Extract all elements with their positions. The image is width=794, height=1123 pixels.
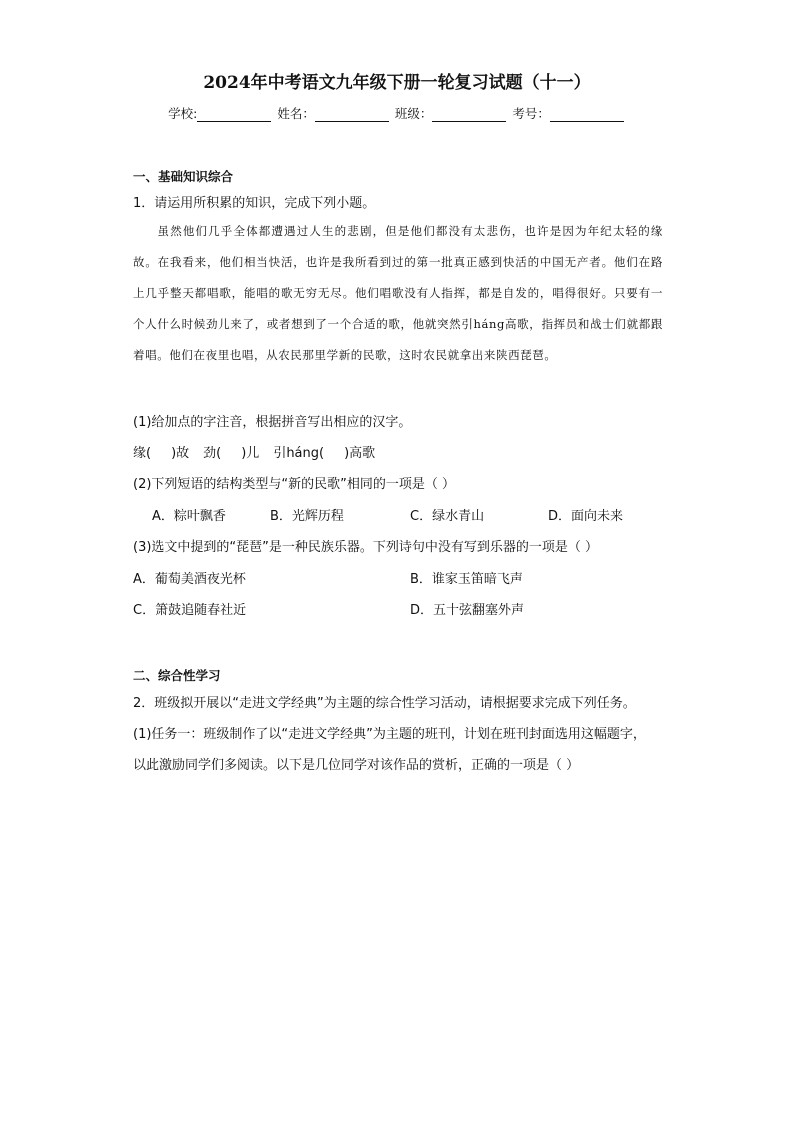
sub-question-1-fill — [133, 442, 375, 461]
option-d[interactable]: D．五十弦翻塞外声 — [410, 603, 525, 618]
name-label: 姓名： — [277, 106, 315, 121]
student-info-row — [0, 104, 794, 122]
sub-question-3: (3)选文中提到的“琵琶”是一种民族乐器。下列诗句中没有写到乐器的一项是（ ） — [133, 540, 599, 555]
option-c[interactable]: C．箫鼓追随春社近 — [133, 603, 247, 618]
school-label: 学校: — [168, 106, 198, 121]
section-2-heading: 二、综合性学习 — [133, 668, 221, 683]
exam-number-label: 考号： — [512, 106, 550, 121]
option-b[interactable]: B．谁家玉笛暗飞声 — [410, 572, 523, 587]
option-b[interactable]: B．光辉历程 — [270, 509, 344, 524]
fill-part: )故 — [171, 446, 190, 461]
sub-question-2: (2)下列短语的结构类型与“新的民歌”相同的一项是（ ） — [133, 477, 456, 492]
question-1: 1．请运用所积累的知识，完成下列小题。 — [133, 196, 376, 211]
fill-part: )儿 — [241, 446, 260, 461]
task-1-line-2: 以此激励同学们多阅读。以下是几位同学对该作品的赏析，正确的一项是（ ） — [133, 758, 580, 773]
section-1-heading: 一、基础知识综合 — [133, 169, 234, 184]
option-c[interactable]: C．绿水青山 — [410, 509, 485, 524]
fill-part: 引háng( — [273, 446, 325, 461]
fill-part: )高歌 — [344, 446, 376, 461]
class-blank[interactable] — [432, 108, 506, 122]
option-a[interactable]: A．粽叶飘香 — [152, 509, 226, 524]
exam-number-blank[interactable] — [550, 108, 624, 122]
exam-title: 2024年中考语文九年级下册一轮复习试题（十一） — [203, 73, 591, 93]
option-d[interactable]: D．面向未来 — [548, 509, 624, 524]
sub-question-1: (1)给加点的字注音，根据拼音写出相应的汉字。 — [133, 415, 412, 430]
school-blank[interactable] — [197, 108, 271, 122]
question-2: 2．班级拟开展以“走进文学经典”为主题的综合性学习活动，请根据要求完成下列任务。 — [133, 696, 636, 711]
fill-part: 缘( — [133, 446, 152, 461]
task-1-line-1: (1)任务一：班级制作了以“走进文学经典”为主题的班刊，计划在班刊封面选用这幅题字， — [133, 727, 646, 742]
option-a[interactable]: A．葡萄美酒夜光杯 — [133, 572, 246, 587]
reading-passage — [133, 216, 663, 371]
name-blank[interactable] — [315, 108, 389, 122]
class-label: 班级： — [394, 106, 433, 121]
passage-text: 虽然他们几乎全体都遭遇过人生的悲剧，但是他们都没有太悲伤，也许是因为年纪太轻的缘故。在我看来，他们相当快活，也许是我所看到过的第一批真正感到快活的中国无产者。他们在路上几乎整天都唱歌，能唱的歌无穷无尽。他们唱歌没有人指挥，都是自发的，唱得很好。只要有一个人什么时候劲儿来了，或者想到了一个合适的歌，他就突然引háng高歌，指挥员和战士们就都跟着唱。他们在夜里也唱，从农民那里学新的民歌，这时农民就拿出来陕西琵琶。 — [133, 224, 663, 362]
fill-part: 劲( — [203, 446, 222, 461]
